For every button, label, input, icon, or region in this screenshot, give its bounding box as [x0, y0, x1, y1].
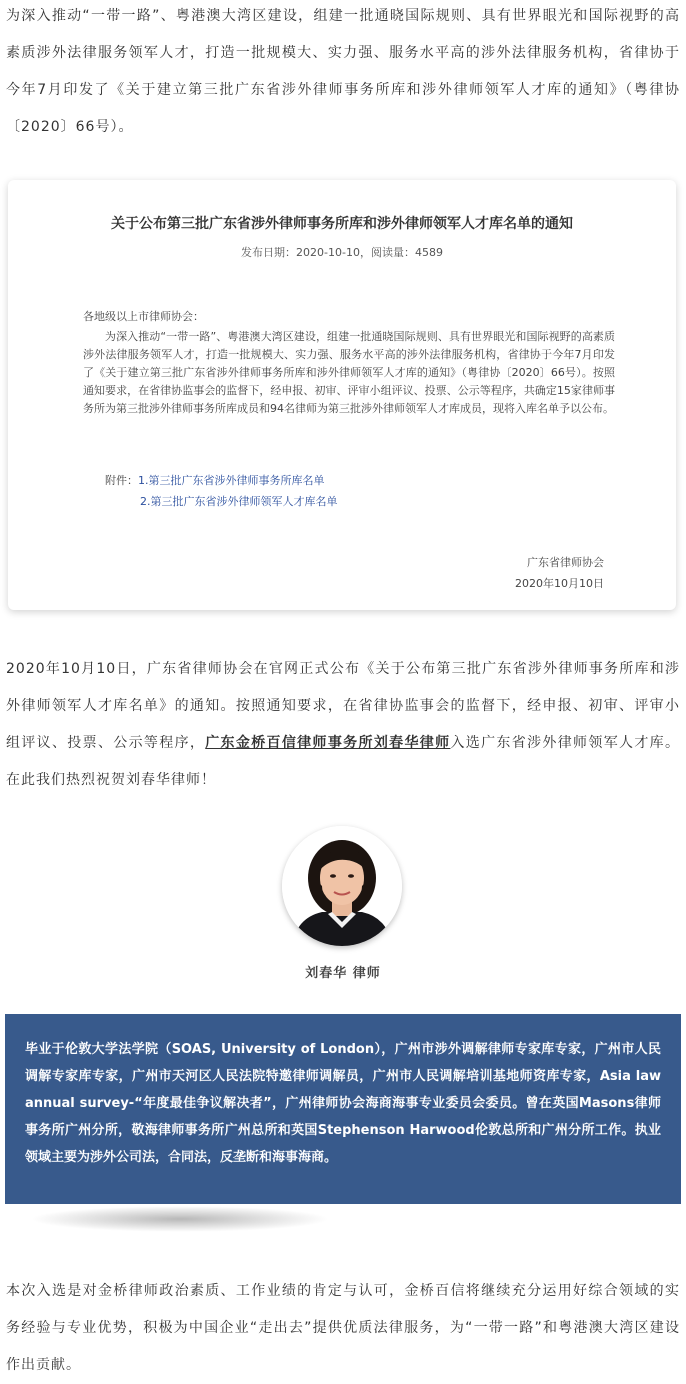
closing-paragraph: 本次入选是对金桥律师政治素质、工作业绩的肯定与认可，金桥百信将继续充分运用好综合领域的实务经验与专业优势，积极为中国企业“走出去”提供优质法律服务，为“一带一路”和粤港澳大湾区建设作出贡献。	[6, 1283, 680, 1373]
announcement-paragraph	[6, 651, 680, 799]
notice-card	[8, 180, 676, 610]
attachment-label: 附件：	[105, 474, 138, 487]
bio-box-shadow	[30, 1206, 330, 1232]
portrait-image	[282, 826, 402, 946]
notice-meta: 发布日期：2020-10-10，阅读量：4589	[241, 246, 443, 259]
notice-salutation: 各地级以上市律师协会：	[83, 310, 204, 323]
intro-paragraph: 为深入推动“一带一路”、粤港澳大湾区建设，组建一批通晓国际规则、具有世界眼光和国际视野的高素质涉外法律服务领军人才，打造一批规模大、实力强、服务水平高的涉外法律服务机构，省律协于今年7月印发了《关于建立第三批广东省涉外律师事务所库和涉外律师领军人才库的通知》（粤律协〔2020〕66号）。	[6, 8, 680, 135]
signature-org: 广东省律师协会	[527, 556, 604, 569]
lawyer-portrait	[282, 826, 402, 946]
notice-body: 为深入推动“一带一路”、粤港澳大湾区建设，组建一批通晓国际规则、具有世界眼光和国际视野的高素质涉外法律服务领军人才，打造一批规模大、实力强、服务水平高的涉外法律服务机构，省律协于今年7月印发了《关于建立第三批广东省涉外律师事务所库和涉外律师领军人才库的通知》（粤律协〔2020〕66号）。按照通知要求，在省律协监事会的监督下，经申报、初审、评审小组评议、投票、公示等程序，共确定15家律师事务所为第三批涉外律师事务所库成员和94名律师为第三批涉外律师领军人才库成员，现将入库名单予以公布。	[83, 330, 615, 415]
notice-title: 关于公布第三批广东省涉外律师事务所库和涉外律师领军人才库名单的通知	[111, 216, 573, 232]
attachment-link-2[interactable]: 2.第三批广东省涉外律师领军人才库名单	[140, 495, 338, 508]
notice-attachments	[105, 470, 338, 512]
attachment-link-1[interactable]: 1.第三批广东省涉外律师事务所库名单	[138, 474, 325, 487]
lawyer-bio-text: 毕业于伦敦大学法学院（SOAS, University of London），广州市涉外调解律师专家库专家，广州市人民调解专家库专家，广州市天河区人民法院特邀律师调解员，广州市人民调解培训基地师资库专家，Asia law annual survey-“年度最佳争议解决者”，广州律师协会海商海事专业委员会委员。曾在英国Masons律师事务所广州分所，敬海律师事务所广州总所和英国Stephenson Harwood伦敦总所和广州分所工作。执业领域主要为涉外公司法，合同法，反垄断和海事海商。	[25, 1042, 661, 1165]
lawyer-name-caption: 刘春华 律师	[305, 966, 381, 981]
announcement-text-1: 2020年10月10日，广东省律师协会在官网正式公布《关于公布第三批广东省涉外律师事务所库和涉外律师领军人才库名单》的通知。按照通知要求，在省律协监事会的监督下，经申报、初审、评审小组评议、投票、公示等程序，	[6, 661, 680, 751]
notice-signature	[515, 552, 604, 594]
lawyer-highlight: 广东金桥百信律师事务所刘春华律师	[205, 735, 451, 751]
lawyer-bio-box	[5, 1014, 681, 1204]
signature-date: 2020年10月10日	[515, 577, 604, 590]
announcement-text-2: 入选广东省涉外律师领军人才库。在此我们热烈祝贺刘春华律师！	[6, 735, 681, 788]
